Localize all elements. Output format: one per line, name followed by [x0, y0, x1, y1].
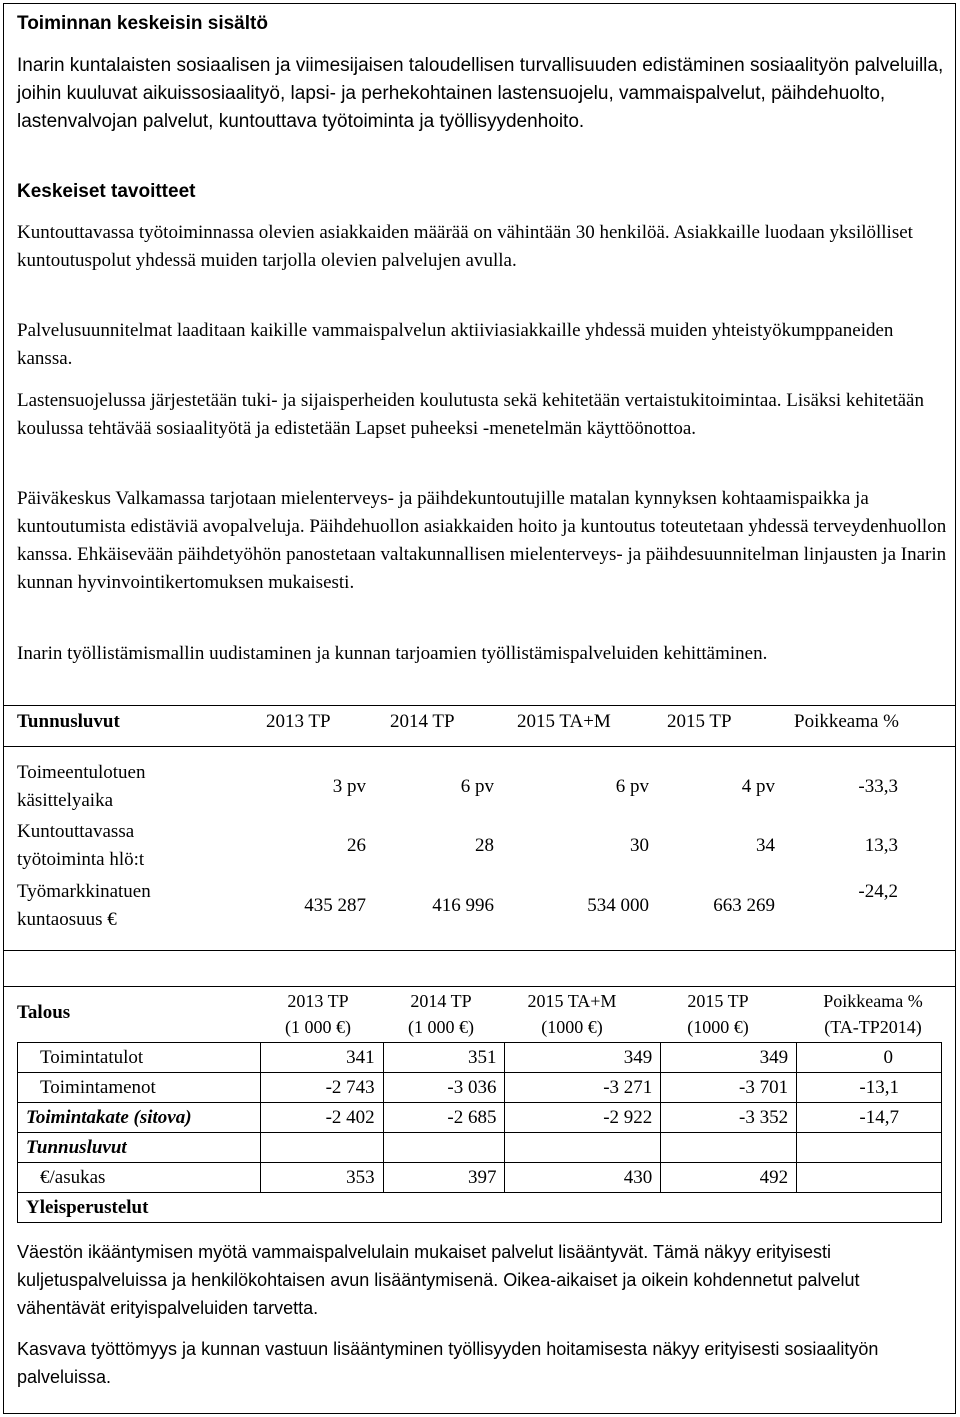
kpi-header-col: 2015 TA+M	[517, 711, 611, 732]
goals-title: Keskeiset tavoitteet	[17, 181, 196, 202]
table-cell: 351	[383, 1043, 505, 1073]
table-cell	[797, 1193, 942, 1223]
divider	[4, 746, 955, 747]
table-cell: 430	[505, 1163, 661, 1193]
table-cell: 0	[797, 1043, 942, 1073]
goal-paragraph: Inarin työllistämismallin uudistaminen ja kunnan tarjoamien työllistämispalveluiden kehittäminen.	[17, 643, 768, 664]
finance-col-unit: (TA-TP2014)	[824, 1017, 922, 1037]
row-label: Toimintakate (sitova)	[18, 1103, 261, 1133]
kpi-value: 30	[630, 835, 649, 856]
kpi-header-col: 2015 TP	[667, 711, 732, 732]
table-cell: 341	[260, 1043, 383, 1073]
kpi-value: 3 pv	[332, 776, 366, 797]
finance-col-label: 2013 TP	[287, 991, 349, 1011]
finance-col-unit: (1 000 €)	[285, 1017, 351, 1037]
table-cell	[661, 1133, 797, 1163]
table-cell	[661, 1193, 797, 1223]
table-cell: -2 685	[383, 1103, 505, 1133]
table-cell	[260, 1133, 383, 1163]
intro-paragraph: Inarin kuntalaisten sosiaalisen ja viimesijaisen taloudellisen turvallisuuden edistäminen sosiaalityön palveluilla, joihin kuuluvat aikuissosiaalityö, lapsi- ja perhekohtainen lastensuojelu, vammaispalvelut, päihdehuolto, lastenvalvojan palvelut, kuntouttava työtoiminta ja työllisyydenhoito.	[17, 55, 944, 132]
goal-paragraph: Päiväkeskus Valkamassa tarjotaan mielenterveys- ja päihdekuntoutujille matalan kynnyksen kohtaamispaikka ja kuntoutumista edistäviä avopalveluja. Päihdehuollon asiakkaiden hoito ja kuntoutus toteutetaan yhdessä terveydenhuollon kanssa. Ehkäisevään päihdetyöhön panostetaan valtakunnallisen mielenterveys- ja päihdesuunnitelman linjausten ja Inarin kunnan hyvinvointikertomuksen mukaisesti.	[17, 488, 947, 593]
table-cell	[797, 1133, 942, 1163]
finance-table	[17, 1042, 942, 1223]
table-cell	[383, 1193, 505, 1223]
kpi-value: 416 996	[432, 895, 494, 916]
table-cell: 349	[505, 1043, 661, 1073]
kpi-value: 6 pv	[615, 776, 649, 797]
kpi-value: 26	[347, 835, 366, 856]
table-cell: -3 701	[661, 1073, 797, 1103]
table-cell: 492	[661, 1163, 797, 1193]
kpi-row-label: Toimeentulotuen	[17, 762, 146, 783]
finance-col-header	[385, 988, 497, 1040]
kpi-value: -33,3	[858, 776, 898, 797]
kpi-value: -24,2	[858, 881, 898, 902]
table-cell: -14,7	[797, 1103, 942, 1133]
table-cell: -13,1	[797, 1073, 942, 1103]
finance-col-unit: (1000 €)	[687, 1017, 749, 1037]
kpi-header-col: 2014 TP	[390, 711, 455, 732]
kpi-row-label: Kuntouttavassa	[17, 821, 135, 842]
table-row	[18, 1133, 942, 1163]
kpi-value: 663 269	[713, 895, 775, 916]
goal-paragraph: Kuntouttavassa työtoiminnassa olevien asiakkaiden määrää on vähintään 30 henkilöä. Asiakkaille luodaan yksilölliset kuntoutuspolut yhdessä muiden tarjolla olevien palvelujen avulla.	[17, 222, 913, 271]
divider	[4, 950, 955, 951]
finance-col-unit: (1 000 €)	[408, 1017, 474, 1037]
table-cell: -2 402	[260, 1103, 383, 1133]
kpi-value: 13,3	[864, 835, 898, 856]
table-cell	[797, 1163, 942, 1193]
table-cell: 349	[661, 1043, 797, 1073]
basis-paragraph: Kasvava työttömyys ja kunnan vastuun lisääntyminen työllisyyden hoitamisesta näkyy erityisesti sosiaalityön palveluissa.	[17, 1339, 879, 1387]
kpi-header-label: Tunnusluvut	[17, 711, 120, 732]
finance-col-label: 2015 TA+M	[527, 991, 617, 1011]
finance-col-label: 2015 TP	[687, 991, 749, 1011]
kpi-value: 6 pv	[460, 776, 494, 797]
table-cell	[505, 1133, 661, 1163]
kpi-value: 28	[475, 835, 494, 856]
kpi-header-col: Poikkeama %	[794, 711, 900, 732]
table-cell: -2 743	[260, 1073, 383, 1103]
kpi-row-label: Työmarkkinatuen	[17, 881, 151, 902]
kpi-value: 534 000	[587, 895, 649, 916]
table-row	[18, 1043, 942, 1073]
goal-paragraph: Palvelusuunnitelmat laaditaan kaikille vammaispalvelun aktiiviasiakkaille yhdessä muiden yhteistyökumppaneiden kanssa.	[17, 320, 894, 369]
divider	[4, 986, 955, 987]
table-row	[18, 1103, 942, 1133]
table-row	[18, 1193, 942, 1223]
kpi-header-col: 2013 TP	[266, 711, 331, 732]
row-label: Tunnusluvut	[18, 1133, 261, 1163]
finance-col-header	[662, 988, 774, 1040]
goal-paragraph: Lastensuojelussa järjestetään tuki- ja sijaisperheiden koulutusta sekä kehitetään vertaistukitoimintaa. Lisäksi kehitetään koulussa tehtävää sosiaalityötä ja edistetään Lapset puheeksi -menetelmän käyttöönottoa.	[17, 390, 924, 439]
kpi-value: 4 pv	[741, 776, 775, 797]
row-label: €/asukas	[18, 1163, 261, 1193]
document-page	[3, 3, 956, 1414]
finance-col-label: Poikkeama %	[823, 991, 923, 1011]
row-label: Yleisperustelut	[18, 1193, 261, 1223]
section-title: Toiminnan keskeisin sisältö	[17, 13, 268, 34]
finance-title: Talous	[17, 1002, 71, 1023]
table-cell: 353	[260, 1163, 383, 1193]
table-row	[18, 1163, 942, 1193]
finance-col-header	[804, 988, 942, 1040]
finance-col-header	[504, 988, 640, 1040]
table-cell: -3 352	[661, 1103, 797, 1133]
finance-col-header	[262, 988, 374, 1040]
kpi-row-label: työtoiminta hlö:t	[17, 849, 145, 870]
kpi-value: 34	[756, 835, 775, 856]
finance-col-label: 2014 TP	[410, 991, 472, 1011]
kpi-value: 435 287	[304, 895, 366, 916]
finance-col-unit: (1000 €)	[541, 1017, 603, 1037]
table-row	[18, 1073, 942, 1103]
row-label: Toimintamenot	[18, 1073, 261, 1103]
table-cell: 397	[383, 1163, 505, 1193]
kpi-row-label: käsittelyaika	[17, 790, 114, 811]
basis-paragraph: Väestön ikääntymisen myötä vammaispalvelulain mukaiset palvelut lisääntyvät. Tämä näkyy erityisesti kuljetuspalveluissa ja henkilökohtaisen avun lisääntymisenä. Oikea-aikaiset ja oikein kohdennetut palvelut vähentävät erityispalveluiden tarvetta.	[17, 1242, 860, 1318]
table-cell	[383, 1133, 505, 1163]
divider	[4, 705, 955, 706]
table-cell	[505, 1193, 661, 1223]
table-cell: -3 036	[383, 1073, 505, 1103]
table-cell: -2 922	[505, 1103, 661, 1133]
table-cell: -3 271	[505, 1073, 661, 1103]
table-cell	[260, 1193, 383, 1223]
kpi-row-label: kuntaosuus €	[17, 909, 117, 930]
row-label: Toimintatulot	[18, 1043, 261, 1073]
